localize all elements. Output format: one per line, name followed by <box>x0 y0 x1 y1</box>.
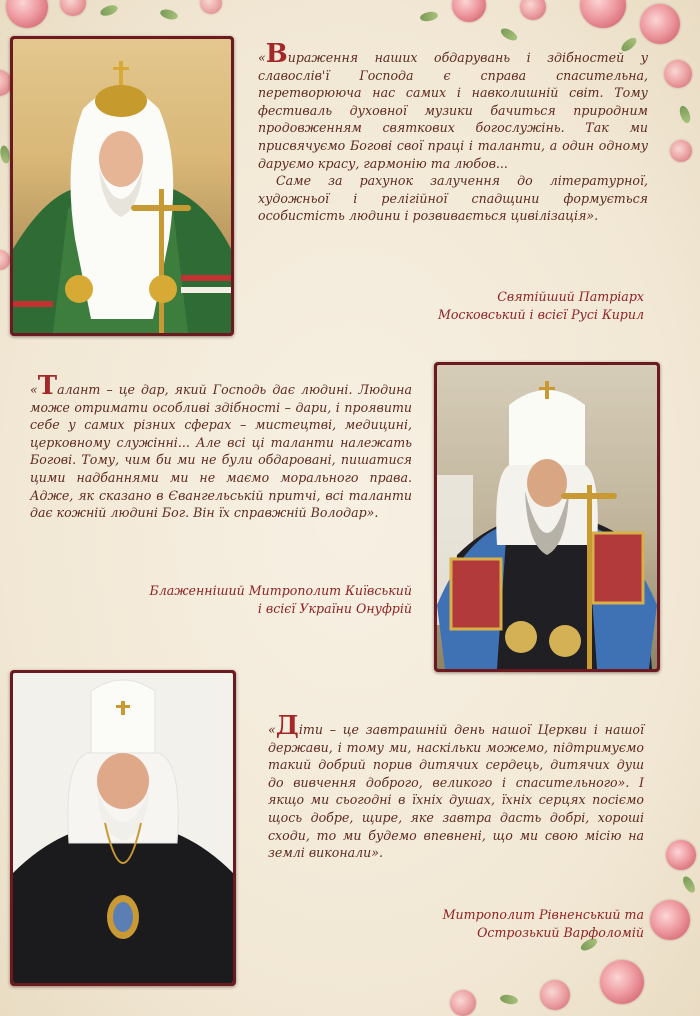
signature-line: Острозький Варфоломій <box>477 925 644 940</box>
quote-dropcap: В <box>265 39 288 69</box>
quote-paragraph: ираження наших обдарувань і здібностей у славослів'ї Господа є справа спасительна, перетворююча нас самих і навколишній світ. Тому фестиваль духовної музики бачиться природним продовженням святкових богослужінь. Так ми присвячуємо Богові свої праці і таланти, а один одному даруємо красу, гармонію та любов... <box>258 50 648 171</box>
quote-dropcap: Д <box>275 711 299 741</box>
quote-dropcap: Т <box>37 371 58 401</box>
quote-varfolomiy: «Діти – це завтрашній день нашої Церкви і нашої держави, і тому ми, наскільки можемо, підтримуємо такий добрий порив дитячих сердець, дитячих душ до вивчення доброго, великого і спасительного». І якщо ми сьогодні в їхніх душах, їхніх серцях посіємо щось добре, щире, яке завтра дасть добрі, хороші сходи, то ми будемо впевнені, що ми свою місію на землі виконали». <box>268 711 644 861</box>
signature-line: Блаженніший Митрополит Київський <box>149 583 412 598</box>
signature-varfolomiy <box>244 906 644 942</box>
signature-line: Святійший Патріарх <box>497 289 644 304</box>
quote-paragraph: Саме за рахунок залучення до літературної, художньої і релігійної спадщини формується особистість людини і розвивається цивілізація». <box>258 173 648 224</box>
quote-paragraph: алант – це дар, який Господь дає людині. Людина може отримати особливі здібності – дари, і проявити себе у самих різних сферах – мистецтві, медицині, церковному служінні... Але всі ці таланти належать Богові. Тому, чим би ми не були обдаровані, пишатися цими надбаннями ми не маємо морального права. Адже, як сказано в Євангельській притчі, всі таланти дає кожній людині Бог. Він їх справжній Володар». <box>30 382 412 521</box>
quote-onufriy: «Талант – це дар, який Господь дає людині. Людина може отримати особливі здібності – дари, і проявити себе у самих різних сферах – мистецтві, медицині, церковному служінні... Але всі ці таланти належать Богові. Тому, чим би ми не були обдаровані, пишатися цими надбаннями ми не маємо морального права. Адже, як сказано в Євангельській притчі, всі таланти дає кожній людині Бог. Він їх справжній Володар». <box>30 371 412 521</box>
signature-line: Митрополит Рівненський та <box>442 907 644 922</box>
signature-onufriy <box>60 582 412 618</box>
photo-patriarch-kyrill <box>10 36 234 336</box>
patriarch-portrait-illustration <box>13 39 231 333</box>
signature-line: і всієї України Онуфрій <box>257 601 412 616</box>
signature-patriarch <box>244 288 644 324</box>
onufriy-portrait-illustration <box>437 365 657 669</box>
photo-metropolitan-varfolomiy <box>10 670 236 986</box>
signature-line: Московський і всієї Русі Кирил <box>437 307 644 322</box>
quote-paragraph: іти – це завтрашній день нашої Церкви і нашої держави, і тому ми, наскільки можемо, підтримуємо такий добрий порив дитячих сердець, дитячих душ до вивчення доброго, великого і спасительного». І якщо ми сьогодні в їхніх душах, їхніх серцях посіємо щось добре, щире, яке завтра дасть добрі, хороші сходи, то ми будемо впевнені, що ми свою місію на землі виконали». <box>268 722 644 861</box>
quote-patriarch: «Вираження наших обдарувань і здібностей у славослів'ї Господа є справа спасительна, перетворююча нас самих і навколишній світ. Тому фестиваль духовної музики бачиться природним продовженням святкових богослужінь. Так ми присвячуємо Богові свої праці і таланти, а один одному даруємо красу, гармонію та любов... Саме за рахунок залучення до літературної, художньої і релігійної спадщини формується особистість людини і розвивається цивілізація». <box>258 39 648 224</box>
varfolomiy-portrait-illustration <box>13 673 233 983</box>
photo-metropolitan-onufriy <box>434 362 660 672</box>
